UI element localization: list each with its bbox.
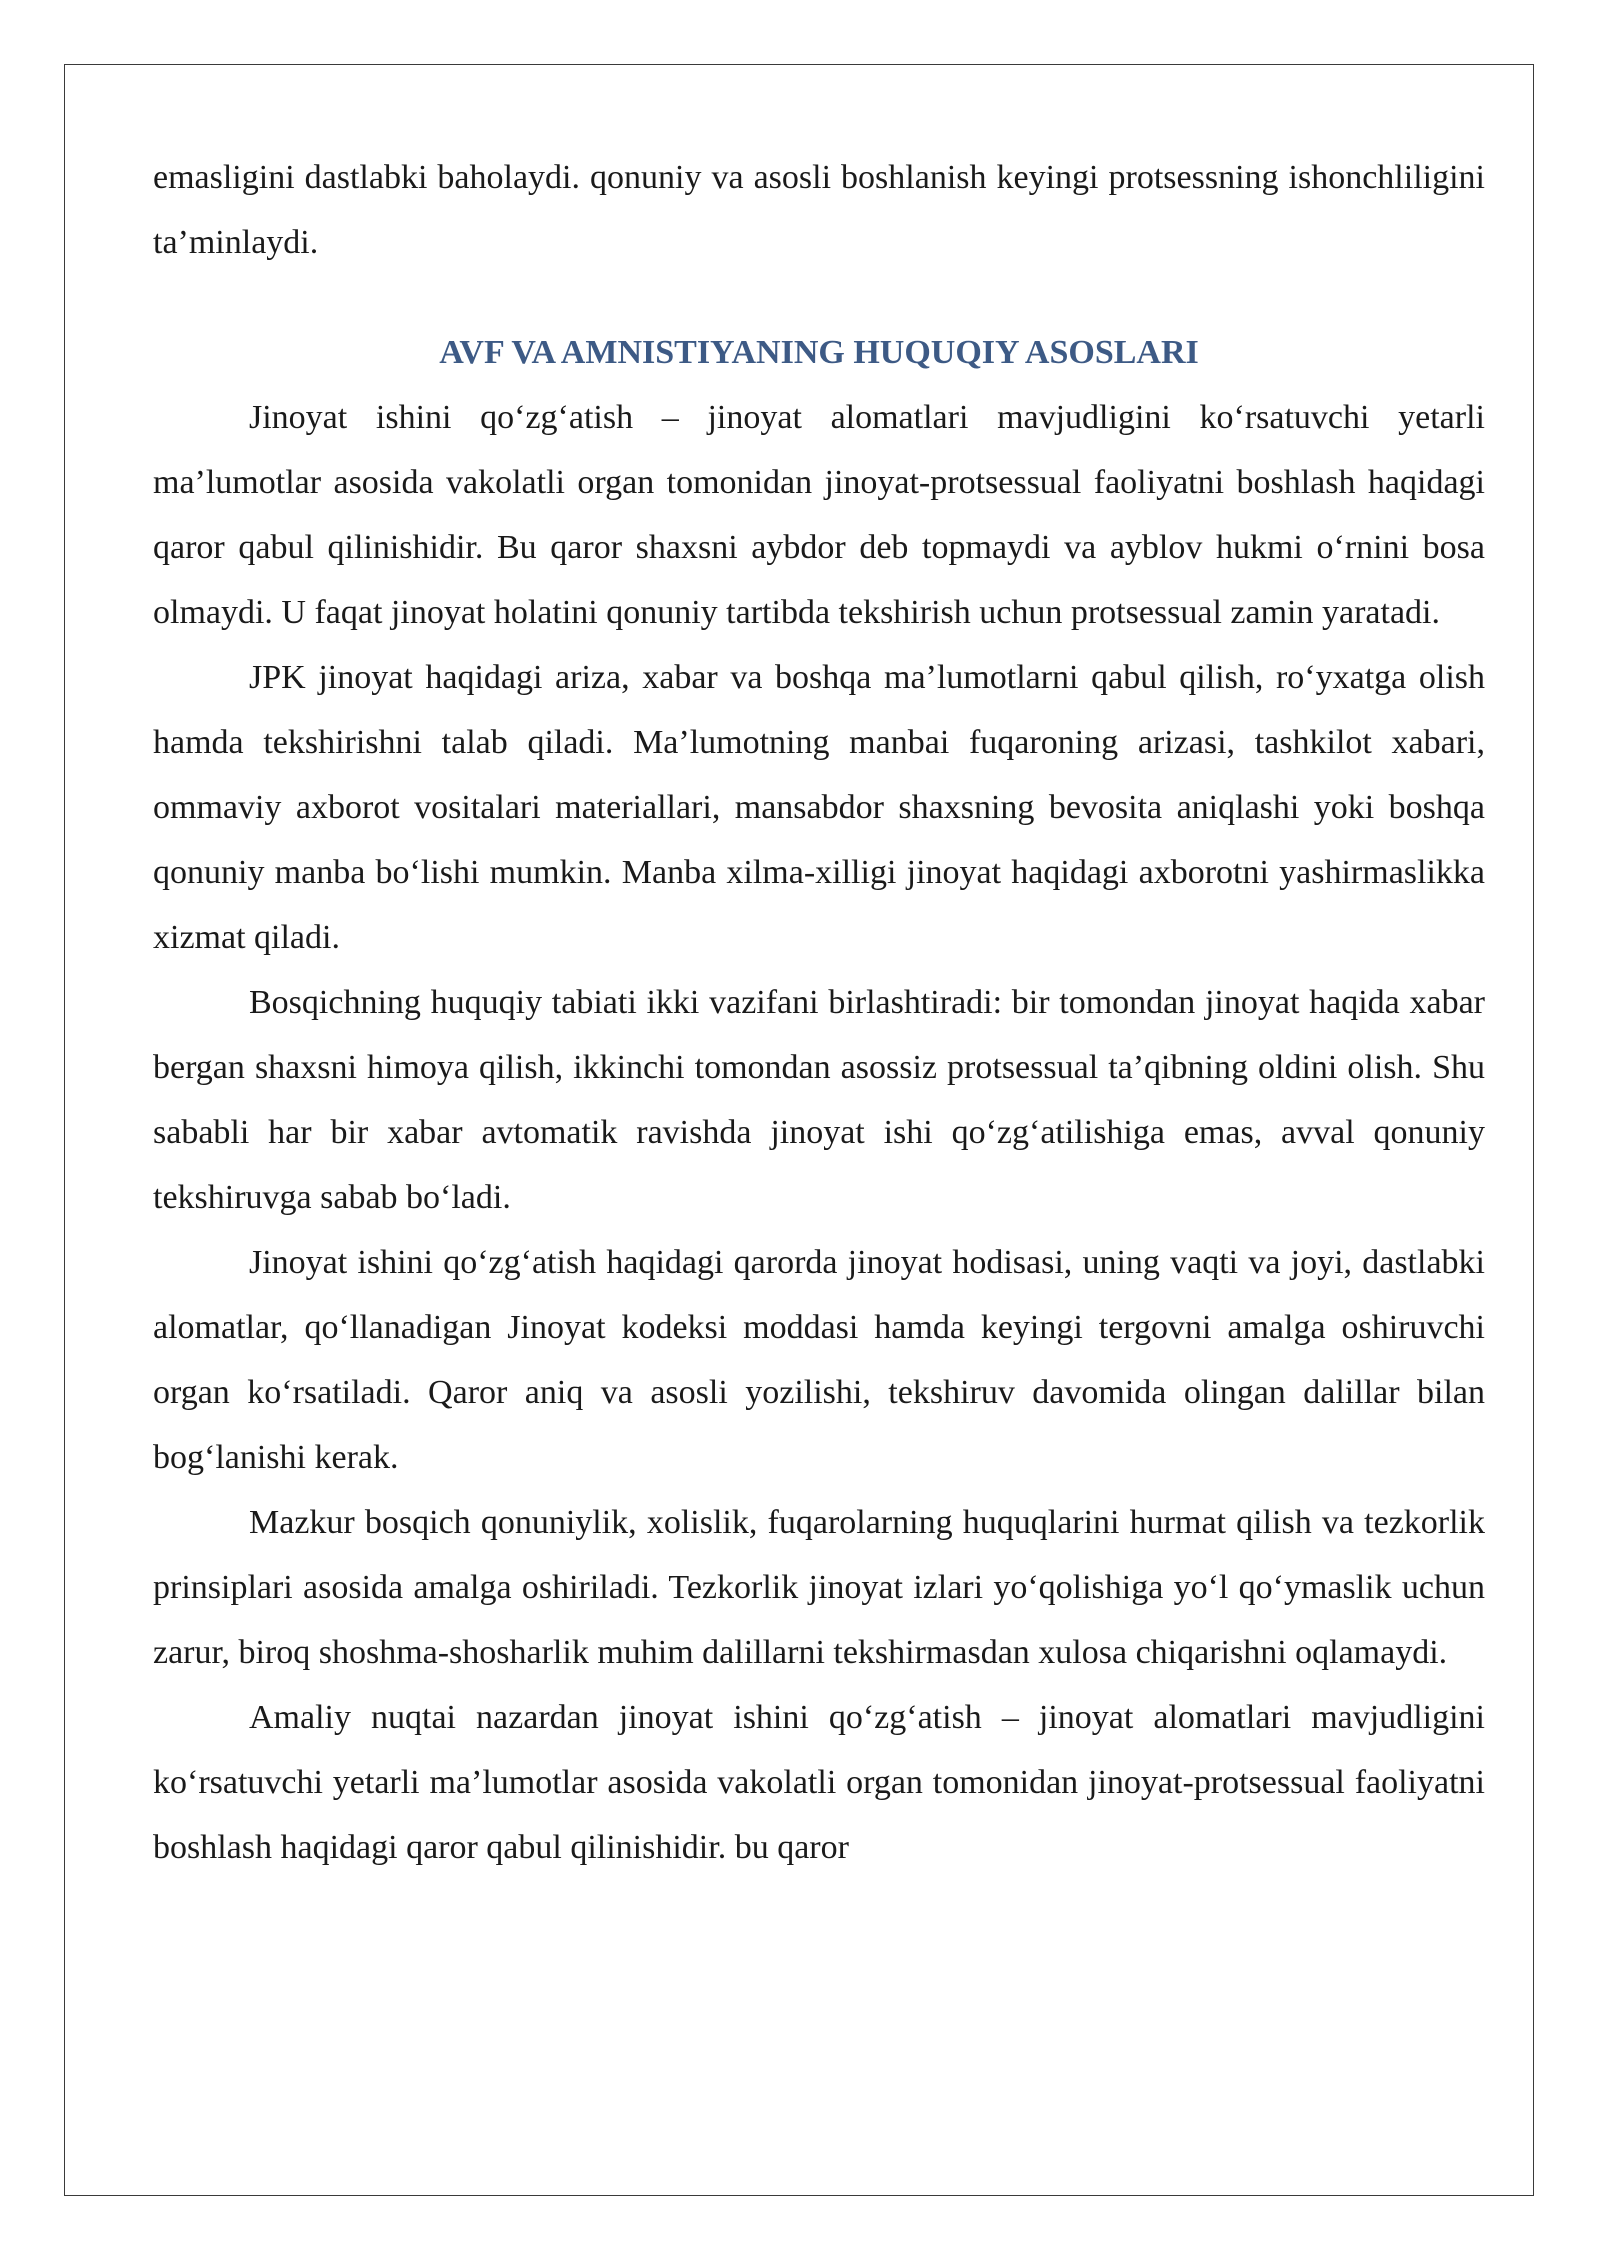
section-heading: AVF VA AMNISTIYANING HUQUQIY ASOSLARI (439, 334, 1199, 371)
paragraph-5: Mazkur bosqich qonuniylik, xolislik, fuqarolarning huquqlarini hurmat qilish va tezkorlik prinsiplari asosida amalga oshiriladi. Tezkorlik jinoyat izlari yo‘qolishiga yo‘l qo‘ymaslik uchun zarur, biroq shoshma-shosharlik muhim dalillarni tekshirmasdan xulosa chiqarishni oqlamaydi. (153, 1504, 1485, 1671)
paragraph-2: JPK jinoyat haqidagi ariza, xabar va boshqa ma’lumotlarni qabul qilish, ro‘yxatga olish hamda tekshirishni talab qiladi. Ma’lumotning manbai fuqaroning arizasi, tashkilot xabari, ommaviy axborot vositalari materiallari, mansabdor shaxsning bevosita aniqlashi yoki boshqa qonuniy manba bo‘lishi mumkin. Manba xilma-xilligi jinoyat haqidagi axborotni yashirmaslikka xizmat qiladi. (153, 659, 1485, 956)
paragraph-6: Amaliy nuqtai nazardan jinoyat ishini qo‘zg‘atish – jinoyat alomatlari mavjudligini ko‘rsatuvchi yetarli ma’lumotlar asosida vakolatli organ tomonidan jinoyat-protsessual faoliyatni boshlash haqidagi qaror qabul qilinishidir. bu qaror (153, 1699, 1485, 1866)
lead-paragraph: emasligini dastlabki baholaydi. qonuniy va asosli boshlanish keyingi protsessning ishonchliligini ta’minlaydi. (153, 159, 1485, 261)
paragraph-1: Jinoyat ishini qo‘zg‘atish – jinoyat alomatlari mavjudligini ko‘rsatuvchi yetarli ma’lumotlar asosida vakolatli organ tomonidan jinoyat-protsessual faoliyatni boshlash haqidagi qaror qabul qilinishidir. Bu qaror shaxsni aybdor deb topmaydi va ayblov hukmi o‘rnini bosa olmaydi. U faqat jinoyat holatini qonuniy tartibda tekshirish uchun protsessual zamin yaratadi. (153, 399, 1485, 631)
paragraph-4: Jinoyat ishini qo‘zg‘atish haqidagi qarorda jinoyat hodisasi, uning vaqti va joyi, dastlabki alomatlar, qo‘llanadigan Jinoyat kodeksi moddasi hamda keyingi tergovni amalga oshiruvchi organ ko‘rsatiladi. Qaror aniq va asosli yozilishi, tekshiruv davomida olingan dalillar bilan bog‘lanishi kerak. (153, 1244, 1485, 1476)
document-body (153, 145, 1485, 1880)
paragraph-3: Bosqichning huquqiy tabiati ikki vazifani birlashtiradi: bir tomondan jinoyat haqida xabar bergan shaxsni himoya qilish, ikkinchi tomondan asossiz protsessual ta’qibning oldini olish. Shu sababli har bir xabar avtomatik ravishda jinoyat ishi qo‘zg‘atilishiga emas, avval qonuniy tekshiruvga sabab bo‘ladi. (153, 984, 1485, 1216)
